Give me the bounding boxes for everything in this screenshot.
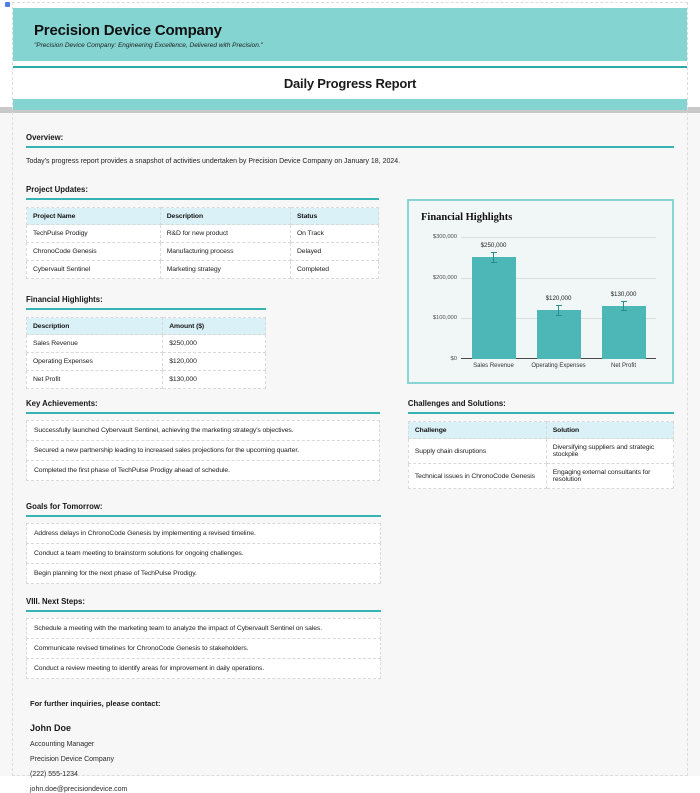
bar-rect — [602, 306, 646, 359]
row-achievements-challenges — [26, 399, 674, 489]
y-tick-label: $100,000 — [432, 315, 457, 322]
list-item: Successfully launched Cybervault Sentinel, achieving the marketing strategy's objectives. — [26, 420, 380, 441]
col-description: Description — [27, 318, 163, 335]
section-overview — [26, 133, 674, 165]
col-project-name: Project Name — [27, 208, 161, 225]
x-tick-label: Operating Expenses — [531, 363, 586, 369]
contact-phone: (222) 555-1234 — [30, 771, 78, 778]
next-steps-heading: VIII. Next Steps: — [26, 597, 85, 606]
bar-sales-revenue — [461, 237, 526, 359]
company-name: Precision Device Company — [34, 22, 222, 39]
list-item: Address delays in ChronoCode Genesis by implementing a revised timeline. — [26, 523, 381, 544]
table-row — [27, 243, 379, 261]
contact-email: john.doe@precisiondevice.com — [30, 786, 128, 793]
bar-rect — [537, 310, 581, 359]
cell-description: Operating Expenses — [27, 353, 163, 371]
key-achievements-list — [26, 420, 380, 481]
cell-project: TechPulse Prodigy — [27, 225, 161, 243]
cell-status: Completed — [290, 261, 378, 279]
cell-amount: $120,000 — [163, 353, 266, 371]
overview-text: Today's progress report provides a snapshot of activities undertaken by Precision Device Company on January 18, 2024. — [26, 158, 401, 165]
challenges-table — [408, 421, 674, 489]
financial-highlights-table — [26, 317, 266, 389]
project-updates-heading: Project Updates: — [26, 185, 88, 194]
selection-handle[interactable] — [5, 2, 10, 7]
bar-value-label: $120,000 — [545, 294, 572, 302]
cell-challenge: Supply chain disruptions — [408, 439, 546, 464]
goals-list — [26, 523, 381, 584]
x-tick-label: Sales Revenue — [473, 363, 514, 369]
company-header — [13, 8, 687, 61]
x-tick-labels — [461, 363, 656, 369]
cell-description: Marketing strategy — [160, 261, 290, 279]
project-updates-table — [26, 207, 379, 279]
cell-solution: Diversifying suppliers and strategic stockpile — [546, 439, 673, 464]
project-updates-underline — [26, 198, 379, 200]
table-row — [27, 335, 266, 353]
section-project-updates — [26, 185, 379, 279]
overview-heading: Overview: — [26, 133, 64, 142]
table-row — [408, 439, 673, 464]
financial-highlights-underline — [26, 308, 266, 310]
bar-net-profit — [591, 237, 656, 359]
right-column — [407, 185, 674, 389]
overview-underline — [26, 146, 674, 148]
report-content — [13, 116, 687, 793]
y-tick-label: $200,000 — [432, 274, 457, 281]
bar-rect — [472, 257, 516, 359]
challenges-heading: Challenges and Solutions: — [407, 399, 506, 408]
cell-description: Manufacturing process — [160, 243, 290, 261]
challenges-underline — [408, 412, 674, 414]
bar-value-label: $130,000 — [610, 290, 637, 298]
table-row — [27, 225, 379, 243]
report-page — [12, 2, 688, 793]
contact-heading: For further inquiries, please contact: — [30, 699, 161, 708]
cell-description: Net Profit — [27, 371, 163, 389]
table-header-row — [27, 208, 379, 225]
bar-value-label: $250,000 — [480, 241, 507, 249]
table-row — [27, 353, 266, 371]
key-achievements-underline — [26, 412, 380, 414]
x-tick-label: Net Profit — [610, 363, 636, 369]
report-title: Daily Progress Report — [13, 68, 687, 99]
cell-challenge: Technical issues in ChronoCode Genesis — [408, 464, 546, 489]
bar-operating-expenses — [526, 237, 591, 359]
next-steps-list — [26, 618, 381, 679]
col-challenge: Challenge — [408, 422, 546, 439]
row-tables-chart — [26, 185, 674, 389]
cell-solution: Engaging external consultants for resolution — [546, 464, 673, 489]
table-header-row — [27, 318, 266, 335]
contact-name: John Doe — [30, 723, 72, 733]
cell-project: ChronoCode Genesis — [27, 243, 161, 261]
next-steps-underline — [26, 610, 381, 612]
financial-highlights-chart — [407, 199, 674, 384]
contact-company: Precision Device Company — [30, 756, 115, 763]
cell-amount: $130,000 — [163, 371, 266, 389]
section-challenges — [408, 399, 674, 489]
contact-title: Accounting Manager — [30, 741, 95, 748]
list-item: Secured a new partnership leading to increased sales projections for the upcoming quarter. — [26, 440, 380, 461]
chart-plot-area — [432, 234, 656, 362]
chart-title: Financial Highlights — [421, 212, 513, 223]
cell-description: Sales Revenue — [27, 335, 163, 353]
col-solution: Solution — [546, 422, 673, 439]
list-item: Conduct a team meeting to brainstorm solutions for ongoing challenges. — [26, 543, 381, 564]
contact-block — [26, 699, 674, 793]
list-item: Begin planning for the next phase of TechPulse Prodigy. — [26, 563, 381, 584]
section-key-achievements — [26, 399, 380, 481]
col-status: Status — [290, 208, 378, 225]
left-column — [26, 185, 379, 389]
col-amount: Amount ($) — [163, 318, 266, 335]
table-row — [408, 464, 673, 489]
cell-project: Cybervault Sentinel — [27, 261, 161, 279]
goals-underline — [26, 515, 381, 517]
list-item: Conduct a review meeting to identify areas for improvement in daily operations. — [26, 658, 381, 679]
list-item: Completed the first phase of TechPulse Prodigy ahead of schedule. — [26, 460, 380, 481]
section-next-steps — [26, 597, 381, 679]
table-header-row — [408, 422, 673, 439]
cell-description: R&D for new product — [160, 225, 290, 243]
list-item: Communicate revised timelines for ChronoCode Genesis to stakeholders. — [26, 638, 381, 659]
error-bar — [558, 305, 559, 316]
section-financial-highlights — [26, 295, 266, 389]
table-row — [27, 371, 266, 389]
company-tagline: "Precision Device Company: Engineering Excellence, Delivered with Precision." — [34, 42, 263, 49]
error-bar — [623, 301, 624, 312]
cell-status: On Track — [290, 225, 378, 243]
cell-status: Delayed — [290, 243, 378, 261]
financial-highlights-heading: Financial Highlights: — [26, 295, 103, 304]
error-bar — [493, 252, 494, 263]
list-item: Schedule a meeting with the marketing team to analyze the impact of Cybervault Sentinel on sales. — [26, 618, 381, 639]
goals-heading: Goals for Tomorrow: — [26, 502, 103, 511]
col-description: Description — [160, 208, 290, 225]
bars-container — [461, 237, 656, 359]
table-row — [27, 261, 379, 279]
teal-band — [13, 99, 687, 110]
cell-amount: $250,000 — [163, 335, 266, 353]
y-tick-label: $300,000 — [432, 234, 457, 240]
section-goals — [26, 502, 381, 584]
key-achievements-heading: Key Achievements: — [26, 399, 98, 408]
y-tick-label: $0 — [450, 356, 457, 362]
